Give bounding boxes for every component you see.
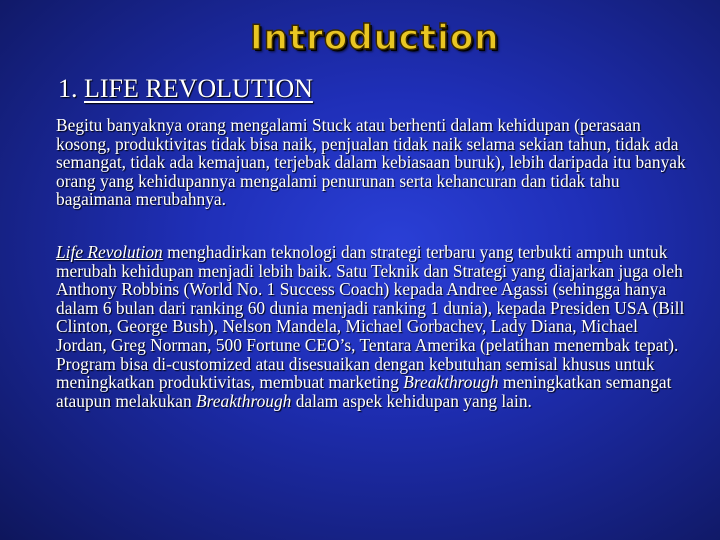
section-number: 1. (58, 74, 78, 103)
paragraph-2 (56, 243, 692, 410)
section-heading-text: LIFE REVOLUTION (84, 74, 313, 103)
slide-title: Introduction (250, 18, 500, 58)
paragraph-2-part-2: meningkatkan semangat ataupun melakukan (56, 372, 672, 411)
section-heading (58, 74, 313, 104)
life-revolution-term: Life Revolution (56, 242, 163, 262)
paragraph-1: Begitu banyaknya orang mengalami Stuck atau berhenti dalam kehidupan (perasaan kosong, produktivitas tidak bisa naik, penjualan tidak naik selama sekian tahun, tidak ada semangat, tidak ada kemajuan, terjebak dalam kebiasaan buruk), lebih daripada itu banyak orang yang kehidupannya mengalami penurunan serta kehancuran dan tidak tahu bagaimana merubahnya. (56, 115, 686, 210)
paragraph-2-part-1: menghadirkan teknologi dan strategi terbaru yang terbukti ampuh untuk merubah kehidupan menjadi lebih baik. Satu Teknik dan Strategi yang diajarkan juga oleh Anthony Robbins (World No. 1 Success Coach) kepada Andree Agassi (sehingga hanya dalam 6 bulan dari ranking 60 dunia menjadi ranking 1 dunia), kepada Presiden USA (Bill Clinton, George Bush), Nelson Mandela, Michael Gorbachev, Lady Diana, Michael Jordan, Greg Norman, 500 Fortune CEO’s, Tentara Amerika (pelatihan menembak tepat). Program bisa di-customized atau disesuaikan dengan kebutuhan semisal khusus untuk meningkatkan produktivitas, membuat marketing (56, 242, 685, 393)
breakthrough-term-1: Breakthrough (403, 372, 499, 393)
paragraph-2-part-3: dalam aspek kehidupan yang lain. (291, 390, 532, 411)
breakthrough-term-2: Breakthrough (196, 390, 292, 411)
